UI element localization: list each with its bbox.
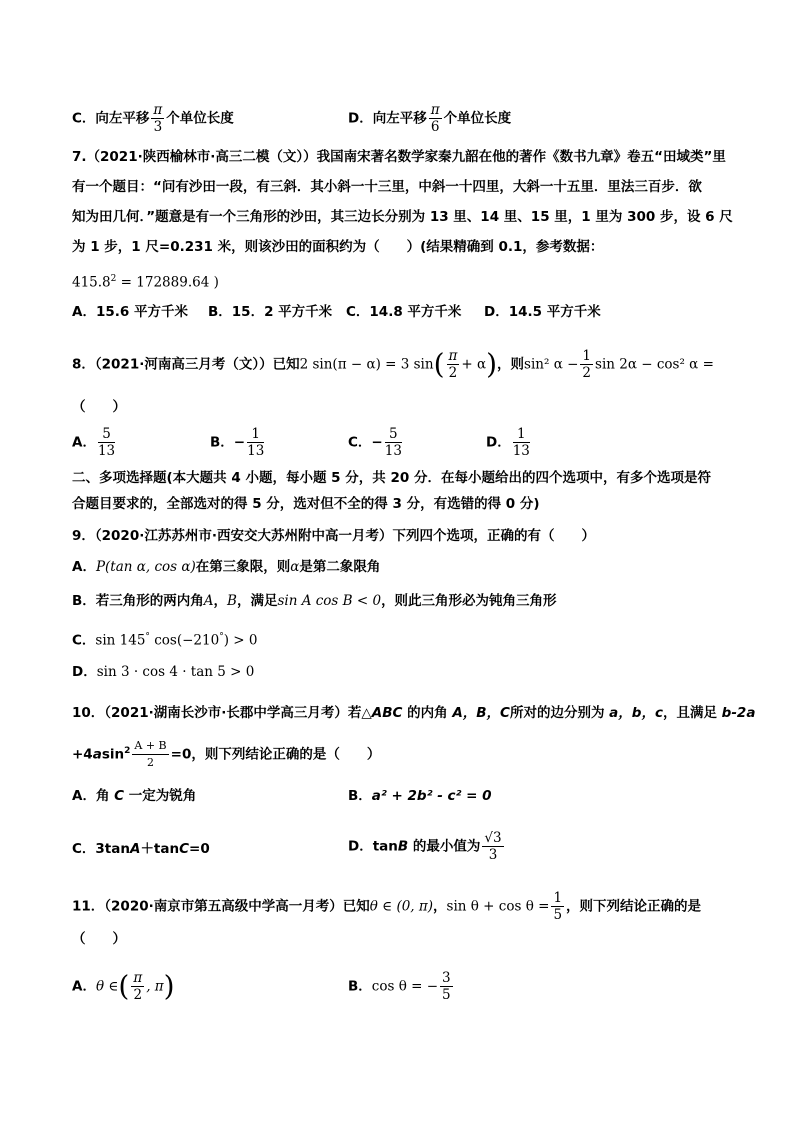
fraction-denominator: 2 bbox=[133, 987, 143, 1003]
section-2-heading-line-1: 二、多项选择题(本大题共 4 小题，每小题 5 分，共 20 分．在每小题给出的四个选项中，有多个选项是符 bbox=[72, 470, 711, 486]
q10-option-c[interactable] bbox=[72, 838, 210, 860]
q9-option-a-math: P(tan α, cos α) bbox=[95, 559, 196, 575]
q10-var-a: a bbox=[92, 746, 102, 763]
option-label: B． bbox=[348, 978, 372, 995]
q9-stem: 9．（2020·江苏苏州市·西安交大苏州附中高一月考）下列四个选项，正确的有（ ） bbox=[72, 528, 595, 544]
option-fraction bbox=[513, 426, 530, 459]
q7-line-1: 7.（2021·陕西榆林市·高三二模（文））我国南宋著名数学家秦九韶在他的著作《数书九章》卷五“田域类”里 bbox=[72, 149, 726, 165]
q7-option-a[interactable]: A．15.6 平方千米 bbox=[72, 304, 188, 320]
q7-option-b[interactable]: B．15．2 平方千米 bbox=[208, 304, 333, 320]
q10-triangle-name: ABC bbox=[371, 705, 403, 721]
q11-option-a-math: θ ∈ bbox=[95, 978, 119, 995]
option-label: C． bbox=[72, 632, 96, 649]
q10-option-b-math: a² + 2b² - c² = 0 bbox=[371, 788, 492, 804]
q11-option-a-fraction bbox=[131, 970, 144, 1003]
q11-theta-domain: θ ∈ (0, π) bbox=[369, 898, 434, 915]
q10-sin: sin bbox=[101, 746, 125, 763]
q8-expr-fraction bbox=[580, 348, 593, 381]
q6-option-d-prefix: D．向左平移 bbox=[348, 110, 427, 127]
option-fraction bbox=[247, 426, 264, 459]
q8-eq-fraction bbox=[447, 348, 460, 381]
q8-option-d[interactable] bbox=[486, 426, 532, 459]
q6-option-c-prefix: C．向左平移 bbox=[72, 110, 150, 127]
option-label: A． bbox=[72, 559, 96, 575]
q10-condition-plus: +4 bbox=[72, 746, 93, 763]
q8-option-a[interactable] bbox=[72, 426, 117, 459]
q11-blank: （ ） bbox=[72, 931, 126, 947]
q10-stem-mid: 的内角 bbox=[402, 705, 453, 721]
q9-option-b-comma: ， bbox=[213, 593, 228, 609]
left-paren-icon: ( bbox=[433, 347, 445, 381]
q6-option-d bbox=[348, 102, 511, 135]
q9-option-c[interactable] bbox=[72, 626, 257, 652]
q10-option-c-suffix: =0 bbox=[189, 841, 210, 857]
fraction-numerator: π bbox=[448, 348, 458, 364]
q6-option-d-fraction bbox=[429, 102, 442, 135]
q10-option-a-var: C bbox=[114, 788, 125, 804]
q9-option-c-math-1: sin 145 bbox=[95, 632, 146, 649]
q8-expr-part-1: sin² α − bbox=[524, 356, 579, 373]
q8-eq-plus: + α bbox=[461, 356, 487, 373]
q7-ref-exponent: 2 bbox=[110, 274, 117, 284]
fraction-denominator: 6 bbox=[430, 119, 440, 135]
q9-option-b[interactable] bbox=[72, 590, 557, 612]
q10-option-b[interactable] bbox=[348, 785, 492, 807]
q11-stem-suffix: ，则下列结论正确的是 bbox=[566, 898, 702, 915]
fraction-denominator: 3 bbox=[153, 119, 163, 135]
q10-stem-line-2 bbox=[72, 738, 380, 771]
q10-stem-prefix: 10．（2021·湖南长沙市·长郡中学高三月考）若△ bbox=[72, 705, 372, 721]
q11-option-b-math: cos θ = − bbox=[371, 978, 439, 995]
q9-option-d[interactable] bbox=[72, 661, 254, 683]
right-paren-icon: ) bbox=[486, 347, 498, 381]
q9-option-c-math-3: ) > 0 bbox=[223, 632, 258, 649]
fraction-numerator: π bbox=[153, 102, 163, 118]
q10-option-c-var-c: C bbox=[179, 841, 190, 857]
option-fraction bbox=[98, 426, 115, 459]
option-fraction bbox=[385, 426, 402, 459]
q11-option-b[interactable] bbox=[348, 970, 455, 1003]
q10-option-d-fraction bbox=[482, 830, 503, 863]
degree-symbol: ° bbox=[145, 632, 150, 642]
option-label: B．− bbox=[210, 434, 246, 451]
q10-option-c-mid: ＋tan bbox=[140, 841, 180, 857]
right-paren-icon: ) bbox=[163, 969, 175, 1003]
q9-option-a-suffix: 是第二象限角 bbox=[299, 559, 381, 575]
fraction-numerator: 1 bbox=[513, 426, 530, 443]
q8-option-b[interactable] bbox=[210, 426, 266, 459]
fraction-denominator: 13 bbox=[384, 443, 402, 459]
q11-comma: ， bbox=[433, 898, 447, 915]
q8-stem bbox=[72, 348, 714, 381]
fraction-numerator: 3 bbox=[442, 970, 451, 986]
fraction-numerator: 1 bbox=[582, 348, 592, 364]
fraction-numerator: 1 bbox=[247, 426, 264, 443]
q10-side-vars: a，b，c bbox=[609, 705, 663, 721]
q8-stem-mid: ，则 bbox=[497, 356, 525, 373]
q8-stem-prefix: 8．（2021·河南高三月考（文））已知 bbox=[72, 356, 300, 373]
fraction-denominator: 2 bbox=[582, 365, 592, 381]
q7-reference-data bbox=[72, 268, 219, 294]
fraction-numerator: π bbox=[133, 970, 143, 986]
fraction-denominator: 2 bbox=[448, 365, 458, 381]
option-label: A．角 bbox=[72, 788, 115, 804]
q9-option-a-mid: 在第三象限，则 bbox=[195, 559, 291, 575]
q8-option-c[interactable] bbox=[348, 426, 404, 459]
fraction-denominator: 3 bbox=[488, 847, 498, 863]
q9-option-b-angle-b: B bbox=[227, 593, 237, 609]
q7-line-4: 为 1 步，1 尺=0.231 米，则该沙田的面积约为（ ）(结果精确到 0.1，参考数据： bbox=[72, 239, 604, 255]
q7-ref-rest: = 172889.64 ) bbox=[116, 274, 219, 291]
q9-option-d-math: sin 3 · cos 4 · tan 5 > 0 bbox=[96, 664, 255, 680]
fraction-denominator: 5 bbox=[442, 987, 451, 1003]
q10-stem-mid-3: ，且满足 bbox=[662, 705, 722, 721]
q10-option-d-mid: 的最小值为 bbox=[408, 838, 481, 855]
q11-equation: sin θ + cos θ = bbox=[446, 898, 550, 915]
q7-option-d[interactable]: D．14.5 平方千米 bbox=[484, 304, 601, 320]
q10-square: 2 bbox=[124, 746, 131, 756]
q10-angle-vars: A，B，C bbox=[452, 705, 510, 721]
q6-option-d-suffix: 个单位长度 bbox=[443, 110, 512, 127]
fraction-numerator: A + B bbox=[132, 738, 168, 755]
q11-stem-prefix: 11．（2020·南京市第五高级中学高一月考）已知 bbox=[72, 898, 370, 915]
q6-option-c-fraction bbox=[151, 102, 164, 135]
option-label: D． bbox=[486, 434, 511, 451]
q10-option-d[interactable] bbox=[348, 830, 506, 863]
q11-fraction bbox=[551, 890, 564, 923]
q10-option-d-var: B bbox=[397, 838, 409, 855]
option-label: C．3tan bbox=[72, 841, 130, 857]
option-label: A． bbox=[72, 434, 96, 451]
q9-option-c-math-2: cos(−210 bbox=[149, 632, 220, 649]
q9-option-b-math: sin A cos B < 0 bbox=[277, 593, 382, 609]
fraction-numerator: π bbox=[430, 102, 440, 118]
fraction-numerator: 1 bbox=[553, 890, 563, 906]
q6-option-c-suffix: 个单位长度 bbox=[166, 110, 234, 127]
q7-ref-base: 415.8 bbox=[72, 274, 111, 291]
q11-stem bbox=[72, 890, 701, 923]
q10-condition-fraction bbox=[132, 738, 168, 771]
q6-option-c bbox=[72, 102, 234, 135]
fraction-denominator: 5 bbox=[553, 907, 563, 923]
option-label: A． bbox=[72, 978, 96, 995]
q11-option-a-rest: , π bbox=[146, 978, 164, 995]
fraction-denominator: 13 bbox=[512, 443, 530, 459]
fraction-denominator: 13 bbox=[247, 443, 265, 459]
degree-symbol: ° bbox=[219, 632, 224, 642]
q9-option-a[interactable] bbox=[72, 556, 380, 578]
q10-condition-start: b-2a bbox=[721, 705, 756, 721]
left-paren-icon: ( bbox=[118, 969, 130, 1003]
q9-option-b-angle-a: A bbox=[203, 593, 214, 609]
fraction-denominator: 13 bbox=[97, 443, 116, 459]
fraction-numerator: 5 bbox=[98, 426, 115, 443]
q10-option-a[interactable] bbox=[72, 785, 196, 807]
q9-option-a-alpha: α bbox=[290, 559, 300, 575]
section-2-heading-line-2: 合题目要求的，全部选对的得 5 分，选对但不全的得 3 分，有选错的得 0 分) bbox=[72, 496, 540, 512]
fraction-numerator: 5 bbox=[385, 426, 402, 443]
q7-line-2: 有一个题目：“问有沙田一段，有三斜．其小斜一十三里，中斜一十四里，大斜一十五里．里法三百步．欲 bbox=[72, 179, 702, 195]
fraction-denominator: 2 bbox=[147, 756, 155, 769]
option-label: C．− bbox=[348, 434, 383, 451]
q9-option-b-suffix: ，则此三角形必为钝角三角形 bbox=[381, 593, 557, 609]
q7-option-c[interactable]: C．14.8 平方千米 bbox=[346, 304, 462, 320]
q11-option-a[interactable] bbox=[72, 970, 175, 1003]
q11-option-b-fraction bbox=[440, 970, 453, 1003]
q8-blank: （ ） bbox=[72, 399, 126, 415]
q10-option-c-var-a: A bbox=[129, 841, 141, 857]
option-label: D．tan bbox=[348, 838, 398, 855]
option-label: B． bbox=[348, 788, 372, 804]
q10-stem-suffix: =0，则下列结论正确的是（ ） bbox=[170, 746, 381, 763]
q10-stem-line-1 bbox=[72, 702, 755, 724]
fraction-numerator: √3 bbox=[484, 830, 502, 846]
q8-expr-part-2: sin 2α − cos² α = bbox=[595, 356, 714, 373]
q8-equation-left: 2 sin(π − α) = 3 sin bbox=[299, 356, 434, 373]
q9-option-b-mid: ，满足 bbox=[236, 593, 278, 609]
option-label: B．若三角形的两内角 bbox=[72, 593, 204, 609]
q10-option-a-suffix: 一定为锐角 bbox=[124, 788, 197, 804]
option-label: D． bbox=[72, 664, 97, 680]
q10-stem-mid-2: 所对的边分别为 bbox=[509, 705, 610, 721]
q7-line-3: 知为田几何．”题意是有一个三角形的沙田，其三边长分别为 13 里、14 里、15 里，1 里为 300 步，设 6 尺 bbox=[72, 209, 733, 225]
